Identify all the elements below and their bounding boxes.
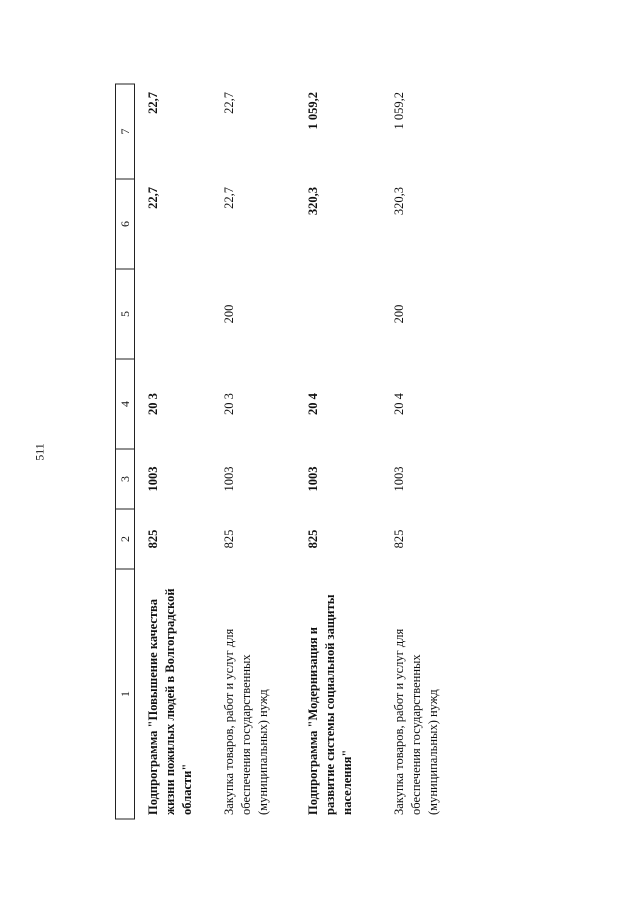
row-col-7: 1 059,2 xyxy=(306,92,320,130)
row-col-5: 200 xyxy=(222,304,236,324)
row-col-4: 20 3 xyxy=(222,393,236,415)
header-col-3: 3 xyxy=(116,449,135,509)
row-name: Закупка товаров, работ и услуг для обеспечения государственных (муниципальных) нужд xyxy=(392,628,440,815)
row-col-4: 20 4 xyxy=(306,393,320,415)
row-col-3: 1003 xyxy=(222,466,236,492)
budget-table xyxy=(115,84,471,820)
row-name: Подпрограмма "Модернизация и развитие системы социальной защиты населения" xyxy=(306,594,354,815)
row-col-7: 22,7 xyxy=(146,92,160,114)
header-col-5: 5 xyxy=(116,269,135,359)
row-col-4: 20 3 xyxy=(146,393,160,415)
row-col-6: 22,7 xyxy=(146,187,160,209)
row-col-3: 1003 xyxy=(146,466,160,492)
row-col-6: 320,3 xyxy=(306,187,320,216)
header-col-2: 2 xyxy=(116,509,135,569)
row-col-3: 1003 xyxy=(306,466,320,492)
table-row xyxy=(221,84,305,819)
row-name: Подпрограмма "Повышение качества жизни пожилых людей в Волгоградской области" xyxy=(146,588,194,815)
page-number: 511 xyxy=(32,443,47,461)
row-col-7: 1 059,2 xyxy=(392,92,406,130)
table-row xyxy=(391,84,471,819)
row-col-2: 825 xyxy=(222,529,236,549)
row-name: Закупка товаров, работ и услуг для обеспечения государственных (муниципальных) нужд xyxy=(222,628,270,815)
row-col-5 xyxy=(135,269,222,359)
header-col-7: 7 xyxy=(116,84,135,179)
row-col-3: 1003 xyxy=(392,466,406,492)
row-col-2: 825 xyxy=(306,529,320,549)
header-col-6: 6 xyxy=(116,179,135,269)
table-header xyxy=(116,84,135,819)
table-row xyxy=(135,84,222,819)
row-col-2: 825 xyxy=(392,529,406,549)
table-row xyxy=(305,84,391,819)
row-col-7: 22,7 xyxy=(222,92,236,114)
row-col-5: 200 xyxy=(392,304,406,324)
rotated-table-container xyxy=(115,85,615,820)
row-col-4: 20 4 xyxy=(392,393,406,415)
header-col-1: 1 xyxy=(116,569,135,819)
row-col-5 xyxy=(305,269,391,359)
header-col-4: 4 xyxy=(116,359,135,449)
row-col-2: 825 xyxy=(146,529,160,549)
row-col-6: 320,3 xyxy=(392,187,406,216)
row-col-6: 22,7 xyxy=(222,187,236,209)
